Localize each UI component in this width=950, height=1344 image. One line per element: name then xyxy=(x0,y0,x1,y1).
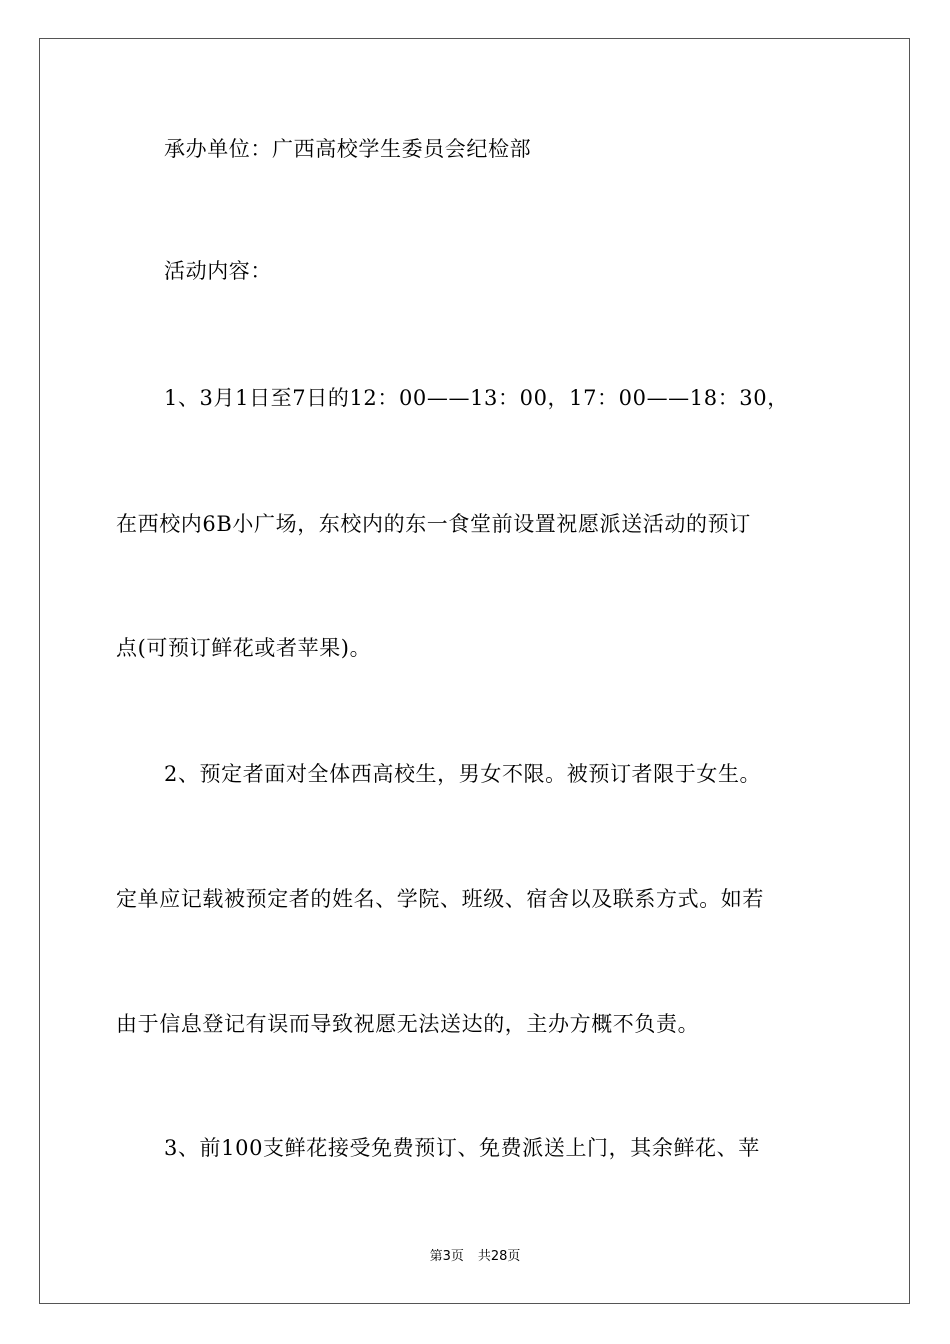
page-border xyxy=(39,38,910,1304)
text-line-item-2-middle: 定单应记载被预定者的姓名、学院、班级、宿舍以及联系方式。如若 xyxy=(116,887,764,911)
text-line-item-3-start: 3、前100支鲜花接受免费预订、免费派送上门，其余鲜花、苹 xyxy=(164,1136,760,1160)
page-footer xyxy=(0,1248,950,1266)
text-line-item-2-start: 2、预定者面对全体西高校生，男女不限。被预订者限于女生。 xyxy=(164,762,762,786)
text-line-item-2-end: 由于信息登记有误而导致祝愿无法送达的，主办方概不负责。 xyxy=(116,1012,700,1036)
page-total: 共28页 xyxy=(477,1249,521,1264)
text-line-item-1-time: 1、3月1日至7日的12：00——13：00，17：00——18：30， xyxy=(164,386,789,410)
text-line-item-1-location: 在西校内6B小广场，东校内的东一食堂前设置祝愿派送活动的预订 xyxy=(116,512,751,536)
page-number: 第3页 xyxy=(429,1249,464,1264)
text-line-organizer: 承办单位：广西高校学生委员会纪检部 xyxy=(164,137,532,161)
text-line-item-1-end: 点(可预订鲜花或者苹果)。 xyxy=(116,636,372,660)
text-line-activity-heading: 活动内容： xyxy=(164,259,272,283)
